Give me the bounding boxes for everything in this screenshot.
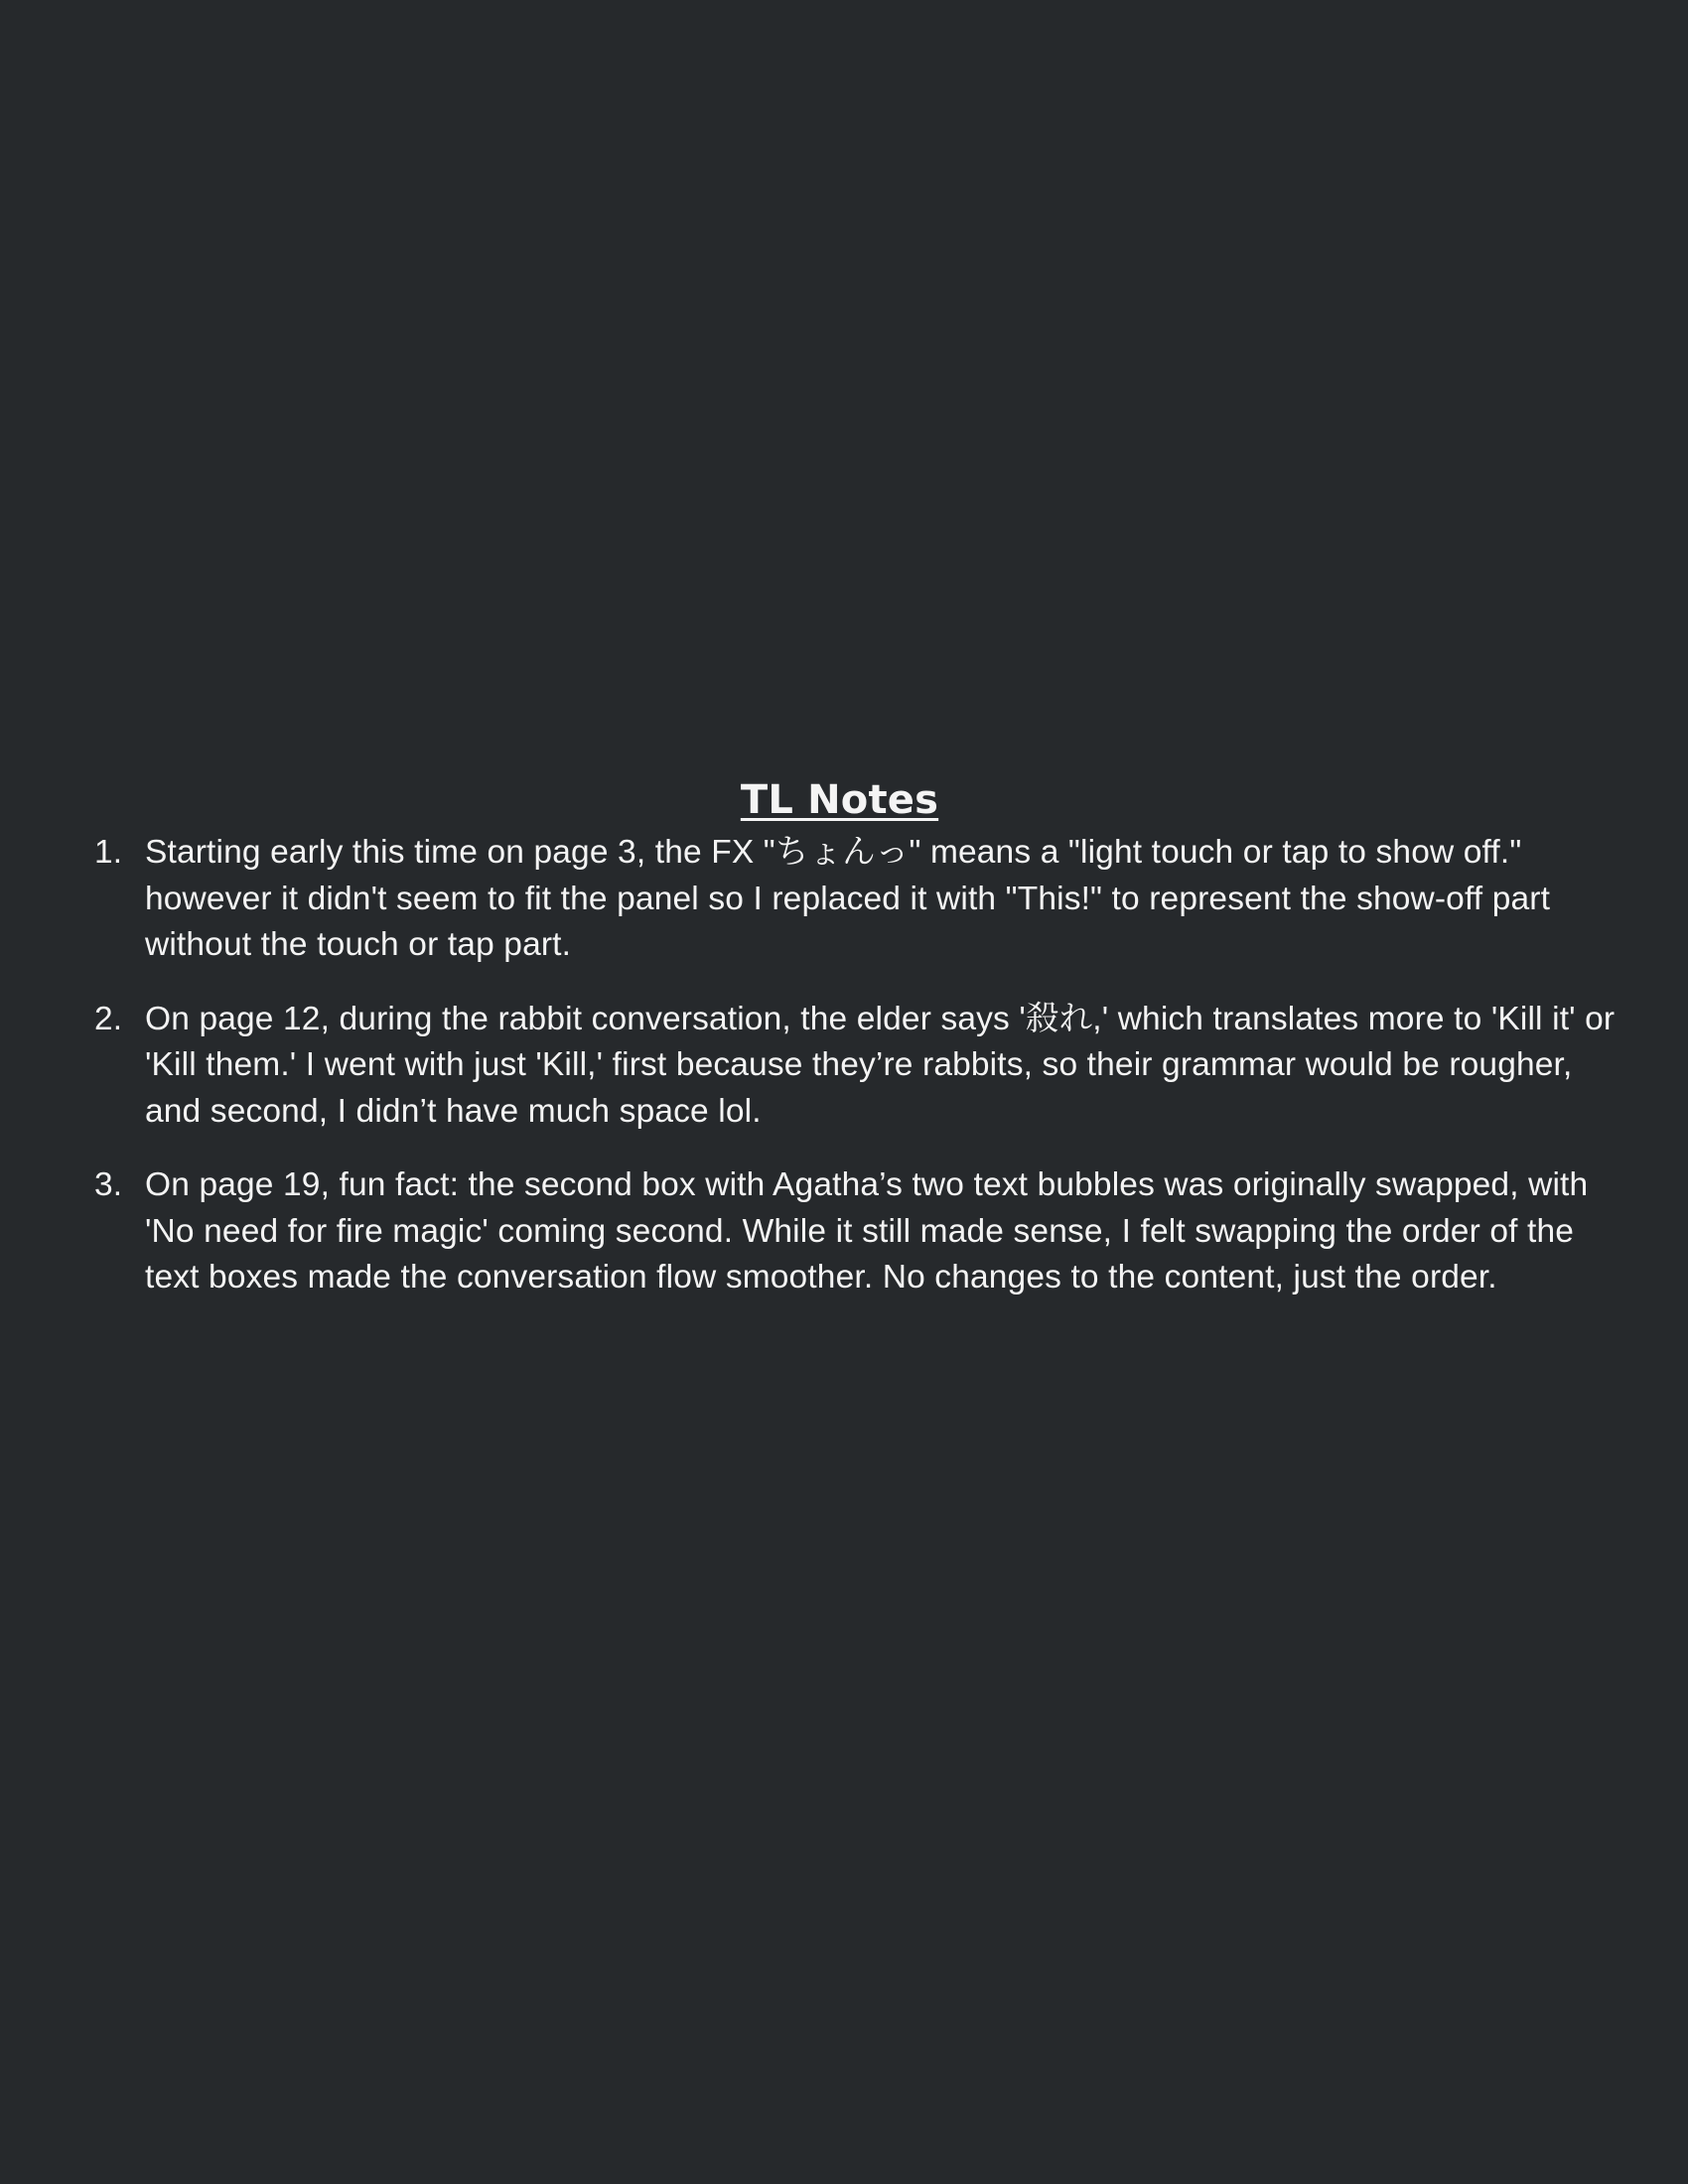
note-text: On page 19, fun fact: the second box with Agatha’s two text bubbles was originally swapped, with 'No need for fire magic' coming second. While it still made sense, I felt swapping the order of the text boxes made the conversation flow smoother. No changes to the content, just the order. xyxy=(145,1166,1589,1296)
note-item-2 xyxy=(0,997,1688,1136)
note-item-1 xyxy=(0,830,1688,969)
notes-title-text: TL Notes xyxy=(740,777,939,823)
note-item-3 xyxy=(0,1162,1688,1301)
notes-title xyxy=(0,770,1688,830)
note-text: On page 12, during the rabbit conversation, the elder says '殺れ,' which translates more to 'Kill it' or 'Kill them.' I went with just 'Kill,' first because they’re rabbits, so their grammar would be rougher, and second, I didn’t have much space lol. xyxy=(145,1000,1616,1130)
tl-notes-section xyxy=(0,770,1688,1329)
notes-list xyxy=(0,830,1688,1301)
note-number: 3. xyxy=(94,1166,123,1203)
note-number: 2. xyxy=(94,1000,123,1037)
note-text: Starting early this time on page 3, the FX "ちょんっ" means a "light touch or tap to show off." however it didn't seem to fit the panel so I replaced it with "This!" to represent the show-off part without the touch or tap part. xyxy=(145,834,1551,963)
note-number: 1. xyxy=(94,834,123,871)
